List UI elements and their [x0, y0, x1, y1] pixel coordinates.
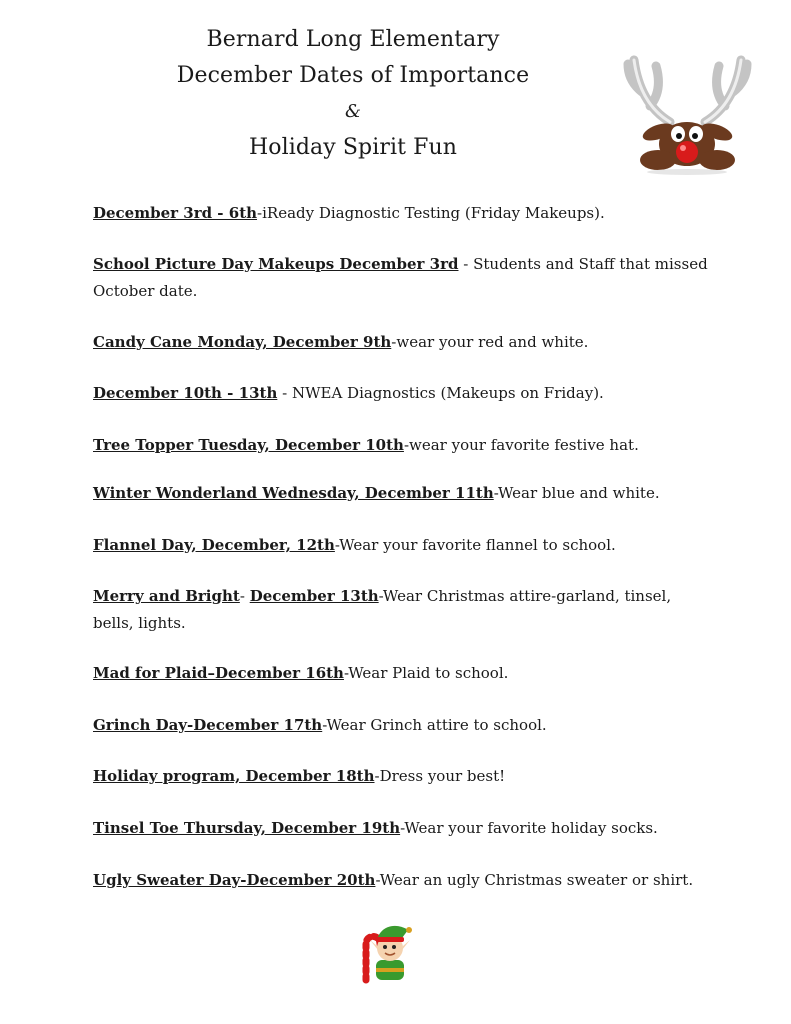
document-subtitle: Holiday Spirit Fun [248, 135, 458, 160]
list-item [93, 251, 713, 305]
event-date: Mad for Plaid–December 16th [93, 664, 344, 682]
list-item [93, 480, 713, 507]
elf-icon [352, 920, 418, 986]
event-date: December 10th - 13th [93, 384, 278, 402]
ampersand: & [344, 101, 362, 122]
list-item [93, 867, 713, 894]
event-date-secondary: December 13th [249, 587, 379, 605]
event-description: -Wear your favorite flannel to school. [334, 536, 616, 554]
event-date: Merry and Bright [93, 587, 240, 605]
event-description: -wear your favorite festive hat. [403, 436, 639, 454]
list-item [93, 380, 713, 407]
event-separator: - [239, 587, 250, 605]
event-description: -Wear an ugly Christmas sweater or shirt. [375, 871, 694, 889]
list-item [93, 712, 713, 739]
event-description: - Students and Staff that missed October date. [93, 255, 708, 300]
school-name: Bernard Long Elementary [206, 27, 500, 52]
event-description: -Dress your best! [374, 767, 506, 785]
list-item [93, 763, 713, 790]
event-description: -iReady Diagnostic Testing (Friday Makeups). [257, 204, 605, 222]
event-date: December 3rd - 6th [93, 204, 258, 222]
event-description: -Wear blue and white. [493, 484, 660, 502]
list-item [93, 532, 713, 559]
event-description: -wear your red and white. [391, 333, 589, 351]
event-date: School Picture Day Makeups December 3rd [93, 255, 459, 273]
event-description: -Wear Plaid to school. [343, 664, 509, 682]
list-item [93, 432, 713, 459]
event-description: - NWEA Diagnostics (Makeups on Friday). [277, 384, 604, 402]
event-date: Flannel Day, December, 12th [93, 536, 335, 554]
event-date: Candy Cane Monday, December 9th [93, 333, 392, 351]
document-header [0, 22, 706, 166]
reindeer-icon [620, 30, 755, 175]
event-date: Ugly Sweater Day-December 20th [93, 871, 376, 889]
event-description: -Wear Christmas attire-garland, tinsel, bells, lights. [93, 587, 672, 632]
event-date: Grinch Day-December 17th [93, 716, 323, 734]
event-date: Tree Topper Tuesday, December 10th [93, 436, 404, 454]
event-date: Holiday program, December 18th [93, 767, 375, 785]
event-date: Winter Wonderland Wednesday, December 11th [93, 484, 494, 502]
list-item [93, 815, 713, 842]
list-item [93, 200, 713, 227]
list-item [93, 583, 713, 637]
event-description: -Wear Grinch attire to school. [322, 716, 547, 734]
list-item [93, 329, 713, 356]
list-item [93, 660, 713, 687]
document-title: December Dates of Importance [176, 63, 530, 88]
event-description: -Wear your favorite holiday socks. [400, 819, 658, 837]
event-date: Tinsel Toe Thursday, December 19th [93, 819, 401, 837]
